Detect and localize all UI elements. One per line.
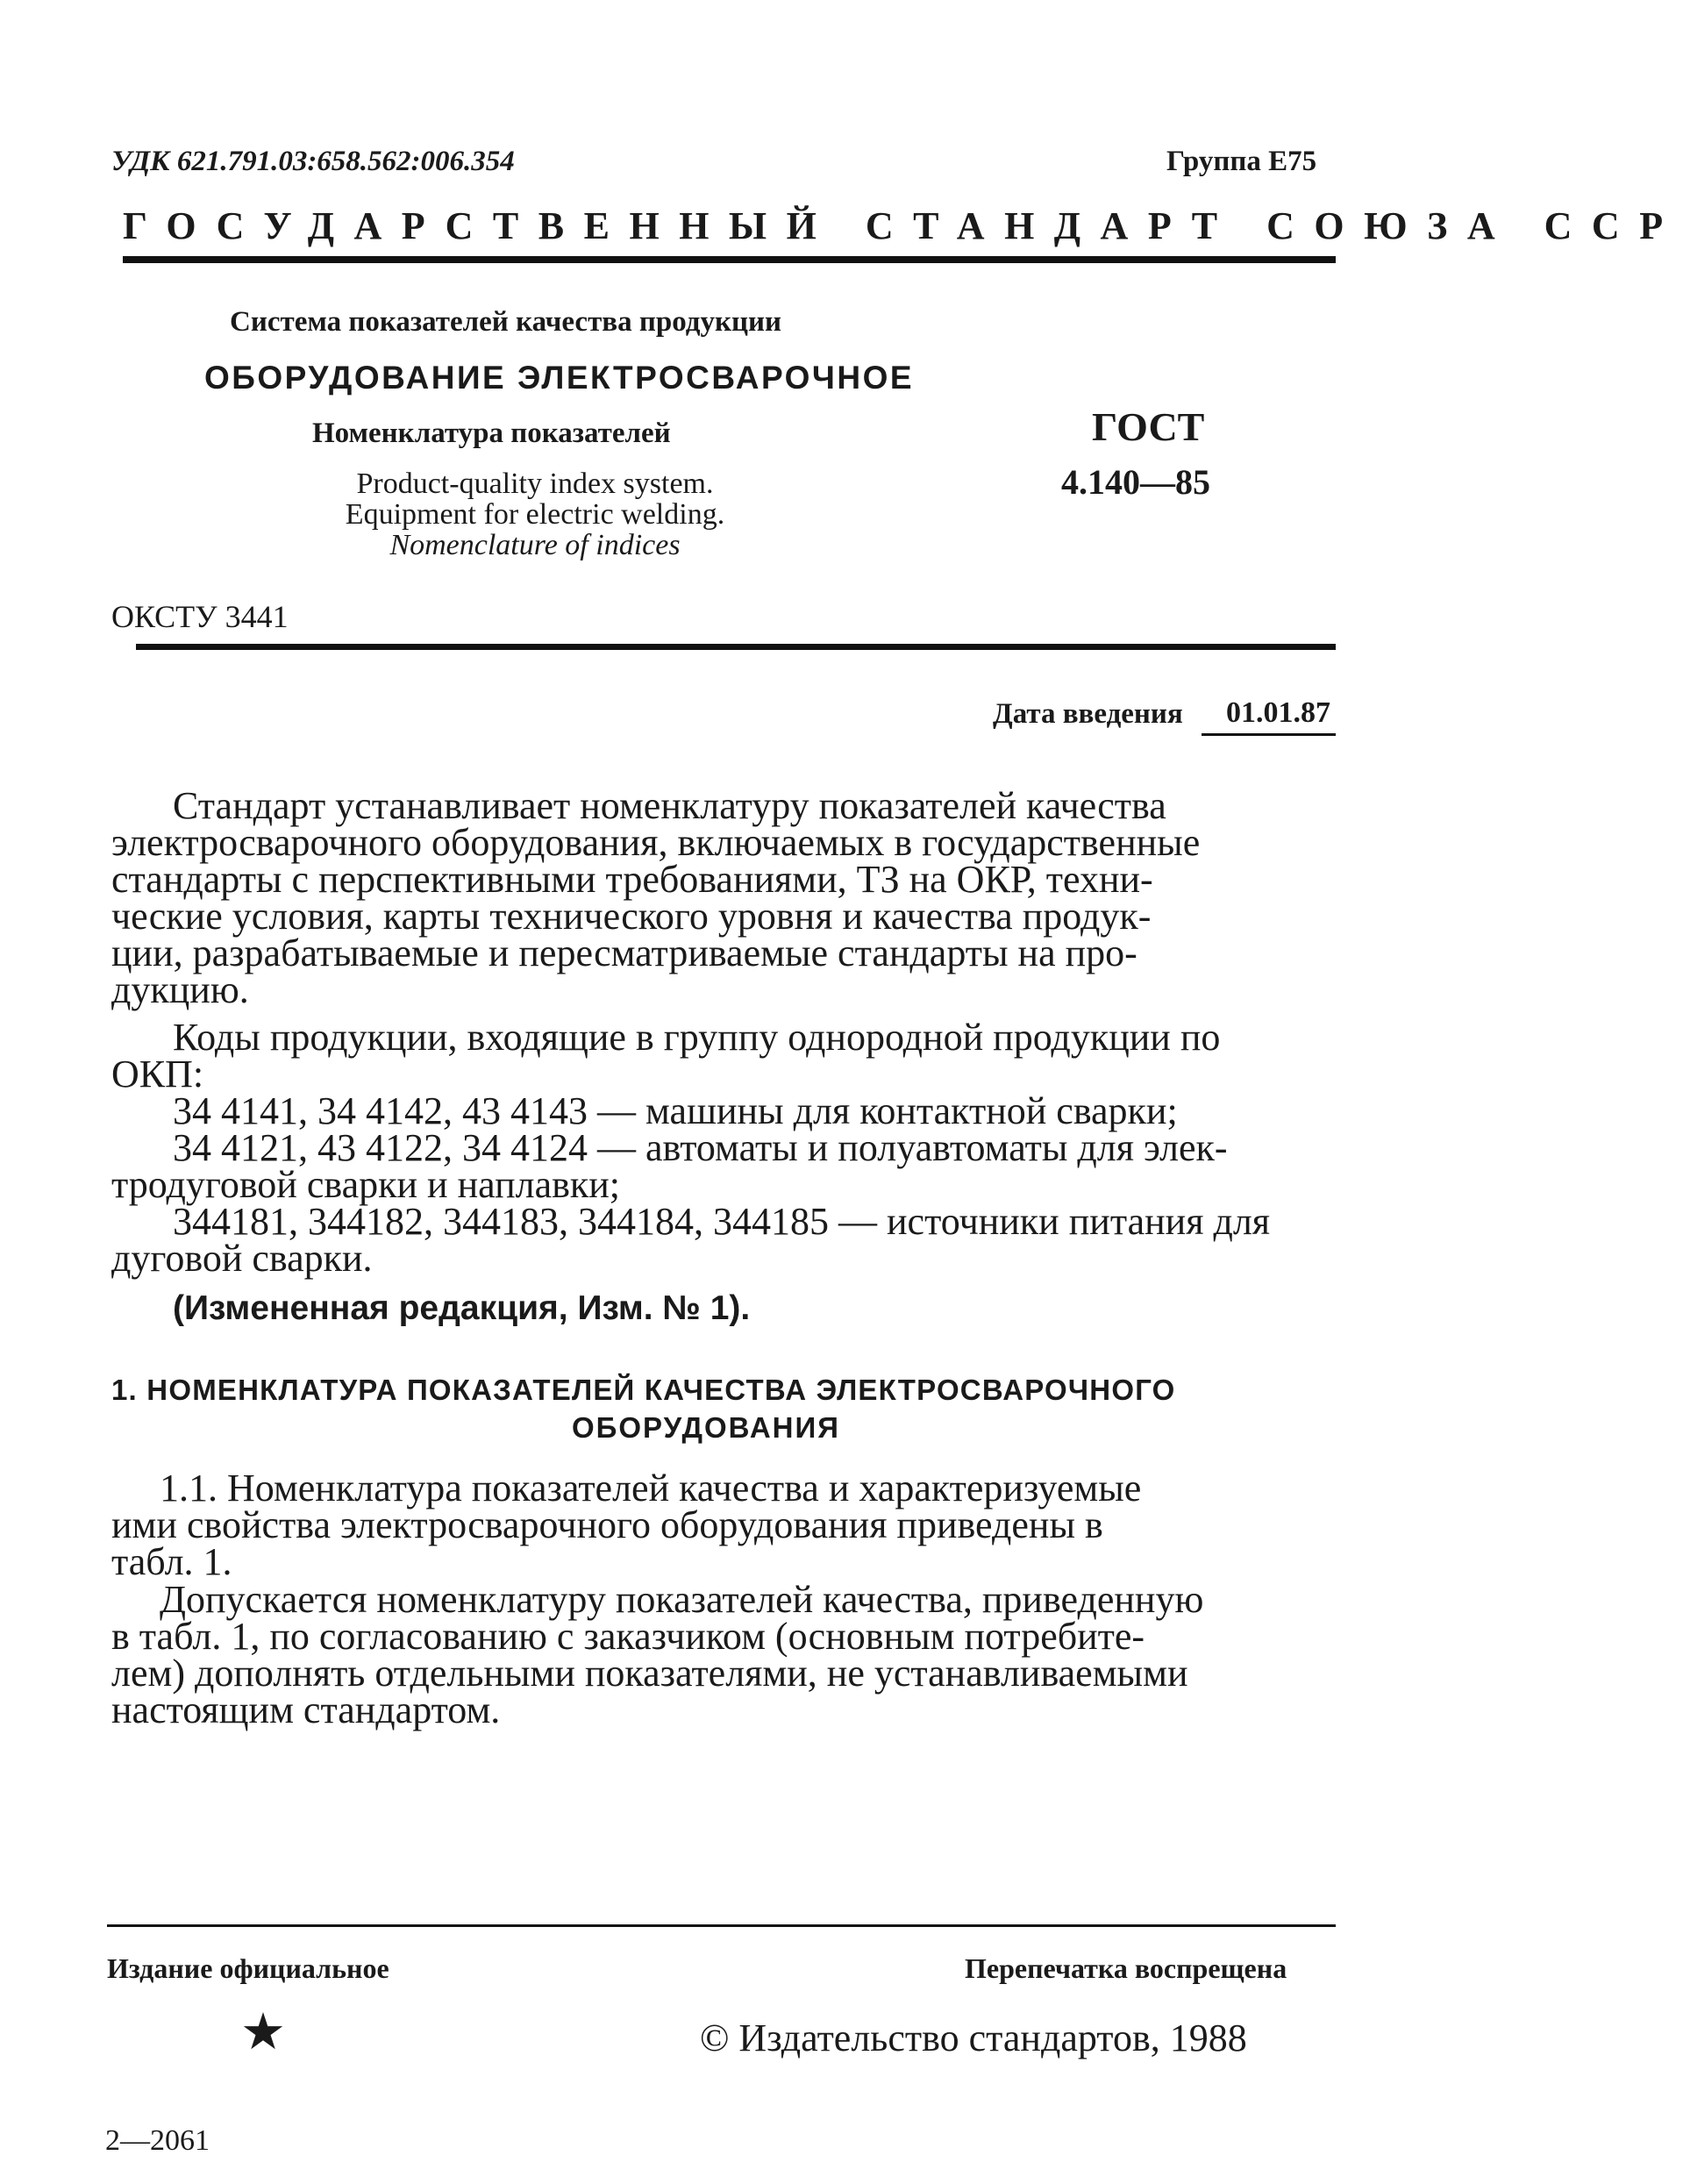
title-rule [136,644,1336,650]
date-value: 01.01.87 [1226,696,1330,729]
date-label: Дата введения [993,698,1183,730]
codes-line-1: Коды продукции, входящие в группу однородной продукции по [173,1016,1221,1059]
english-title [298,468,772,560]
section-p1-line-3: табл. 1. [111,1540,232,1583]
codes-line-7: дуговой сварки. [111,1237,373,1280]
intro-paragraph [111,784,1335,1011]
gov-standard-heading [123,203,1683,248]
english-title-line-1: Product-quality index system. [356,467,714,500]
date-underline [1202,733,1336,736]
document-subtitle: Номенклатура показателей [312,418,671,449]
codes-line-2: ОКП: [111,1053,204,1096]
section-p2-line-2: в табл. 1, по согласованию с заказчиком (основным потребите- [111,1615,1145,1658]
gov-standard-text: ГОСУДАРСТВЕННЫЙ СТАНДАРТ СОЮЗА ССР [123,204,1683,247]
star-icon: ★ [240,2003,286,2060]
gost-number: 4.140—85 [1061,462,1210,502]
footer-rule [107,1924,1336,1927]
codes-paragraph [111,1016,1335,1280]
codes-line-6: 344181, 344182, 344183, 344184, 344185 — источники питания для [173,1200,1271,1243]
intro-line-3: стандарты с перспективными требованиями, ТЗ на ОКР, техни- [111,858,1153,901]
codes-line-4: 34 4121, 43 4122, 34 4124 — автоматы и полуавтоматы для элек- [173,1126,1228,1169]
intro-line-6: дукцию. [111,968,249,1011]
section-p1-line-2: ими свойства электросварочного оборудования приведены в [111,1503,1103,1546]
section-p1-line-1: 1.1. Номенклатура показателей качества и характеризуемые [160,1467,1142,1510]
codes-line-3: 34 4141, 34 4142, 43 4143 — машины для контактной сварки; [173,1089,1178,1132]
udk-code: УДК 621.791.03:658.562:006.354 [111,146,515,177]
section-heading: 1. НОМЕНКЛАТУРА ПОКАЗАТЕЛЕЙ КАЧЕСТВА ЭЛЕКТРОСВАРОЧНОГО [111,1374,1176,1406]
reprint-notice: Перепечатка воспрещена [965,1952,1287,1984]
intro-line-2: электросварочного оборудования, включаемых в государственные [111,821,1201,864]
codes-line-5: тродуговой сварки и наплавки; [111,1163,621,1206]
group-code: Группа Е75 [1166,146,1317,177]
official-edition: Издание официальное [107,1952,389,1984]
print-code: 2—2061 [105,2124,210,2157]
system-title: Система показателей качества продукции [230,306,782,338]
copyright-notice: © Издательство стандартов, 1988 [700,2016,1247,2059]
intro-line-1: Стандарт устанавливает номенклатуру показателей качества [173,784,1166,827]
section-p2-line-4: настоящим стандартом. [111,1688,501,1731]
header-rule [123,256,1336,263]
section-paragraph-2 [111,1578,1335,1731]
english-title-line-3: Nomenclature of indices [389,529,681,561]
okstu-code: ОКСТУ 3441 [111,599,289,634]
section-p2-line-1: Допускается номенклатуру показателей качества, приведенную [160,1578,1204,1621]
section-paragraph-1 [111,1467,1335,1583]
document-title: ОБОРУДОВАНИЕ ЭЛЕКТРОСВАРОЧНОЕ [204,360,915,396]
intro-line-4: ческие условия, карты технического уровня и качества продук- [111,895,1152,938]
section-p2-line-3: лем) дополнять отдельными показателями, не устанавливаемыми [111,1652,1188,1695]
gost-label: ГОСТ [1092,404,1205,449]
section-heading-continued: ОБОРУДОВАНИЯ [572,1411,840,1444]
intro-line-5: ции, разрабатываемые и пересматриваемые стандарты на про- [111,931,1137,974]
english-title-line-2: Equipment for electric welding. [345,498,725,531]
amendment-note: (Измененная редакция, Изм. № 1). [173,1289,751,1327]
